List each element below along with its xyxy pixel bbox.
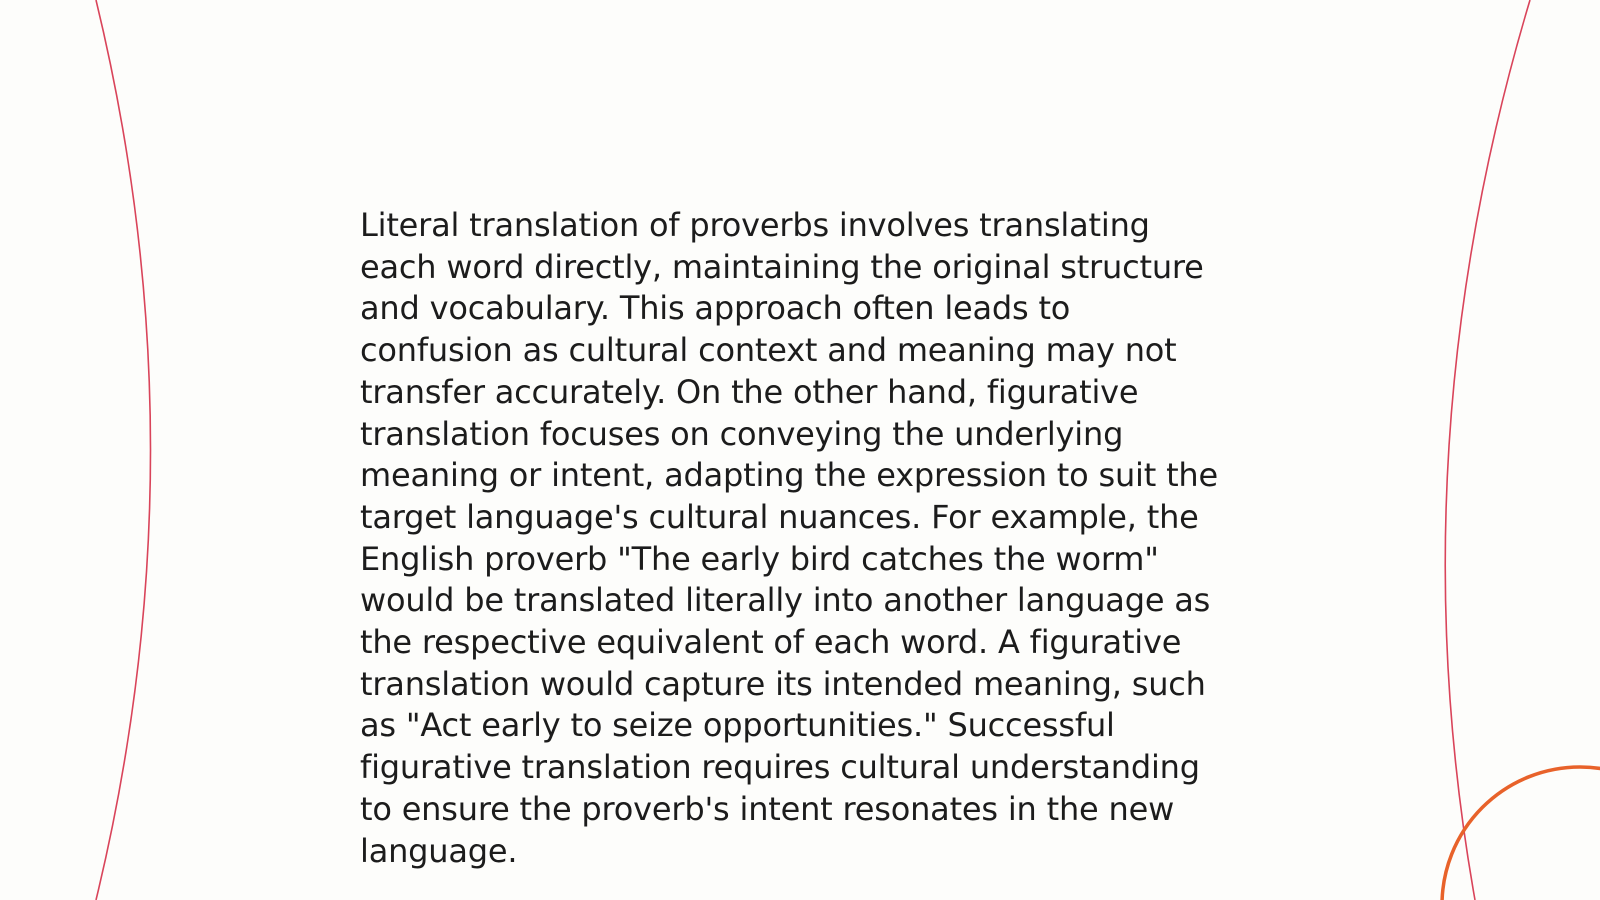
paragraph-line: Literal translation of proverbs involves translating: [360, 206, 1150, 244]
left-decorative-curve: [96, 0, 151, 900]
paragraph-line: each word directly, maintaining the original structure: [360, 247, 1204, 286]
paragraph-line: confusion as cultural context and meaning may not: [360, 331, 1177, 370]
body-paragraph: [360, 205, 1250, 872]
right-decorative-curve: [1445, 0, 1530, 900]
orange-accent-circle: [1442, 767, 1600, 900]
paragraph-line: would be translated literally into another language as: [360, 581, 1211, 620]
paragraph-line: and vocabulary. This approach often leads to: [360, 289, 1071, 328]
paragraph-line: to ensure the proverb's intent resonates in the new: [360, 789, 1175, 828]
paragraph-line: as "Act early to seize opportunities." Successful: [360, 706, 1115, 745]
paragraph-line: target language's cultural nuances. For example, the: [360, 497, 1199, 536]
paragraph-line: figurative translation requires cultural understanding: [360, 748, 1200, 787]
paragraph-line: transfer accurately. On the other hand, figurative: [360, 372, 1139, 411]
paragraph-line: translation would capture its intended meaning, such: [360, 664, 1206, 703]
paragraph-line: meaning or intent, adapting the expression to suit the: [360, 456, 1218, 495]
paragraph-line: the respective equivalent of each word. A figurative: [360, 623, 1182, 662]
paragraph-line: English proverb "The early bird catches the worm": [360, 539, 1159, 578]
paragraph-line: translation focuses on conveying the underlying: [360, 414, 1124, 453]
paragraph-line: language.: [360, 831, 518, 870]
